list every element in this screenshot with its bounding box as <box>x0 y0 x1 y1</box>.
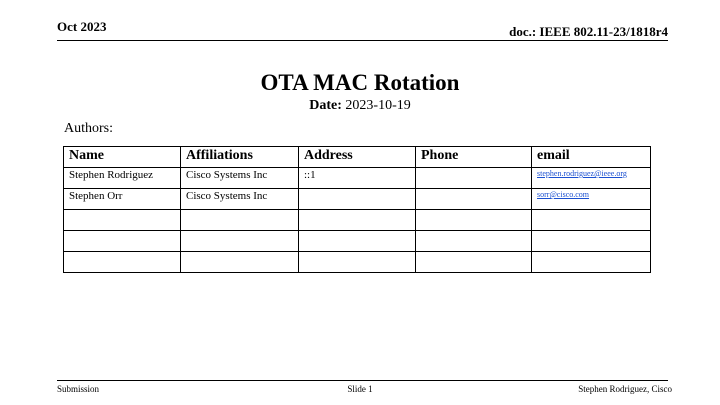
header-doc-id: doc.: IEEE 802.11-23/1818r4 <box>509 24 668 39</box>
footer-slide-number: Slide 1 <box>347 384 373 394</box>
table-row <box>64 252 651 273</box>
author-address-cell <box>299 231 416 252</box>
author-name-cell <box>64 210 181 231</box>
footer-divider <box>57 380 668 381</box>
slide-title: OTA MAC Rotation <box>260 70 460 95</box>
author-name-cell: Stephen Orr <box>64 189 181 210</box>
author-email-cell <box>532 231 651 252</box>
footer-submission: Submission <box>57 384 100 394</box>
column-header-phone: Phone <box>416 147 532 168</box>
date-line <box>0 98 720 114</box>
author-name-cell <box>64 231 181 252</box>
author-email-link[interactable]: stephen.rodriguez@ieee.org <box>532 168 651 189</box>
column-header-email: email <box>532 147 651 168</box>
header-divider <box>57 40 668 41</box>
author-affiliation-cell <box>181 231 299 252</box>
author-phone-cell <box>416 168 532 189</box>
table-row <box>64 189 651 210</box>
author-phone-cell <box>416 252 532 273</box>
authors-label: Authors: <box>64 121 113 136</box>
author-name-cell <box>64 252 181 273</box>
author-affiliation-cell <box>181 252 299 273</box>
column-header-address: Address <box>299 147 416 168</box>
author-affiliation-cell <box>181 210 299 231</box>
author-phone-cell <box>416 231 532 252</box>
author-address-cell <box>299 210 416 231</box>
table-row <box>64 210 651 231</box>
author-address-cell: ::1 <box>299 168 416 189</box>
column-header-name: Name <box>64 147 181 168</box>
table-row <box>64 168 651 189</box>
author-affiliation-cell: Cisco Systems Inc <box>181 189 299 210</box>
footer-author: Stephen Rodriguez, Cisco <box>578 384 672 394</box>
author-phone-cell <box>416 189 532 210</box>
author-affiliation-cell: Cisco Systems Inc <box>181 168 299 189</box>
author-email-cell <box>532 252 651 273</box>
author-address-cell <box>299 189 416 210</box>
date-label: Date: <box>309 98 342 113</box>
header-date: Oct 2023 <box>57 19 107 34</box>
column-header-affiliations: Affiliations <box>181 147 299 168</box>
table-header-row <box>64 147 651 168</box>
author-address-cell <box>299 252 416 273</box>
author-email-cell <box>532 210 651 231</box>
authors-table <box>63 146 651 273</box>
author-name-cell: Stephen Rodriguez <box>64 168 181 189</box>
author-email-link[interactable]: sorr@cisco.com <box>532 189 651 210</box>
author-phone-cell <box>416 210 532 231</box>
date-value: 2023-10-19 <box>345 98 411 113</box>
table-row <box>64 231 651 252</box>
